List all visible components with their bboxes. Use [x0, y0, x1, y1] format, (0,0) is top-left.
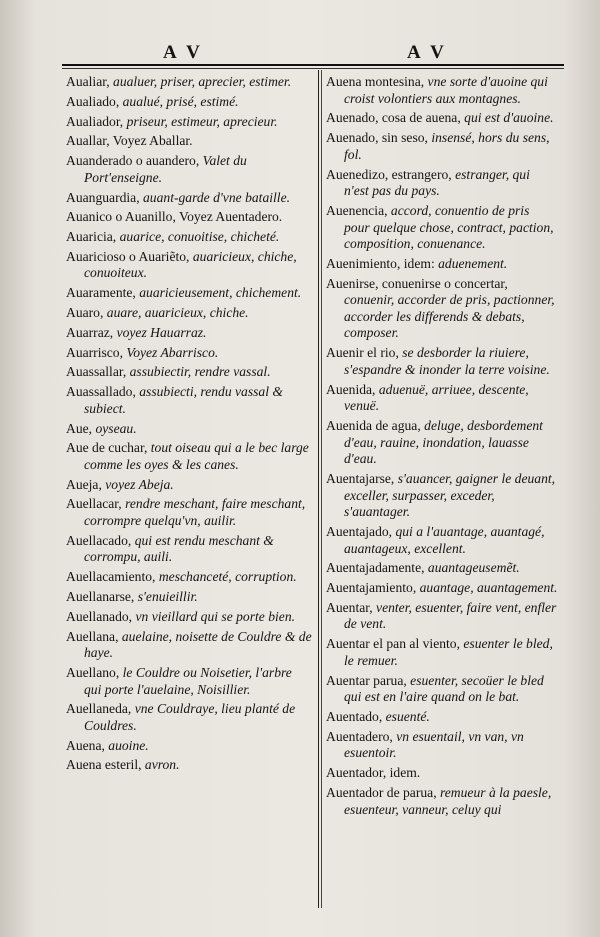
entry-definition: estranger, qui n'est pas du pays. — [344, 166, 530, 199]
entry-headword: Auellaneda, — [66, 701, 132, 717]
entry-headword: Auentajadamente, — [326, 560, 425, 576]
entry-headword: Aualiador, — [66, 113, 124, 129]
entry-headword: Auenimiento, idem: — [326, 255, 435, 271]
dictionary-entry — [326, 74, 558, 107]
entry-definition: avron. — [141, 757, 180, 773]
dictionary-entry — [326, 709, 558, 726]
dictionary-entry — [326, 729, 558, 762]
entry-definition: auaricieusement, chichement. — [135, 285, 302, 301]
entry-definition: s'enuieillir. — [134, 588, 198, 604]
dictionary-entry — [66, 153, 312, 186]
entry-headword: Auentadero, — [326, 728, 393, 744]
entry-headword: Auenencia, — [326, 202, 388, 218]
entry-headword: Auaricia, — [66, 229, 117, 245]
entry-headword: Aueja, — [66, 476, 102, 492]
entry-headword: Auentar, — [326, 599, 373, 615]
entry-definition: aduenement. — [434, 255, 508, 271]
dictionary-entry — [66, 74, 312, 91]
entry-headword: Auentar parua, — [326, 672, 407, 688]
entry-definition: voyez Abeja. — [101, 476, 174, 492]
entry-headword: Auenedizo, estrangero, — [326, 166, 452, 182]
entry-definition: aduenuë, arriuee, descente, venuë. — [344, 381, 529, 414]
entry-headword: Auarrisco, — [66, 344, 123, 360]
dictionary-entry — [326, 167, 558, 200]
entry-definition: auaricieux, chiche, conuoiteux. — [84, 248, 297, 281]
entry-headword: Auaramente, — [66, 285, 136, 301]
dictionary-entry — [66, 738, 312, 755]
entry-definition: conuenir, accorder de pris, pactionner, accorder les differends & debats, composer. — [344, 292, 555, 341]
entry-definition: se desborder la riuiere, s'espandre & inonder la terre voisine. — [344, 345, 550, 377]
left-column — [66, 74, 312, 777]
entry-headword: Auenida de agua, — [326, 417, 421, 433]
entry-definition: auantageusemẽt. — [424, 560, 520, 576]
dictionary-entry — [66, 133, 312, 150]
entry-definition: rendre meschant, faire meschant, corrompre quelqu'vn, auilir. — [84, 496, 306, 529]
dictionary-entry — [66, 421, 312, 438]
entry-headword: Auentajado, — [326, 523, 393, 539]
entry-headword: Auallar, Voyez Aballar. — [66, 133, 193, 149]
entry-headword: Auellacamiento, — [66, 569, 156, 585]
entry-definition: auare, auaricieux, chiche. — [103, 305, 249, 320]
dictionary-entry — [326, 345, 558, 378]
entry-headword: Auaro, — [66, 305, 104, 320]
entry-definition: le Couldre ou Noisetier, l'arbre qui porte l'auelaine, Noisillier. — [84, 664, 292, 697]
entry-headword: Auentajarse, — [326, 470, 395, 486]
entry-definition: auoine. — [104, 737, 149, 753]
dictionary-entry — [326, 765, 558, 782]
entry-headword: Auassallar, — [66, 364, 127, 380]
entry-headword: Aualiado, — [66, 93, 120, 109]
dictionary-entry — [326, 382, 558, 415]
dictionary-entry — [326, 524, 558, 557]
column-divider-thin — [321, 70, 322, 908]
entry-definition: deluge, desbordement d'eau, rauine, inondation, lauasse d'eau. — [344, 417, 543, 467]
dictionary-entry — [66, 114, 312, 131]
entry-definition: Valet du Port'enseigne. — [84, 153, 247, 185]
dictionary-entry — [66, 285, 312, 302]
dictionary-entry — [66, 533, 312, 566]
entry-definition: venter, esuenter, faire vent, enfler de vent. — [344, 599, 557, 632]
entry-definition: auant-garde d'vne bataille. — [139, 189, 291, 205]
entry-definition: vn esuentail, vn van, vn esuentoir. — [344, 728, 524, 761]
entry-headword: Aualiar, — [66, 74, 110, 89]
entry-headword: Auellacado, — [66, 532, 132, 548]
entry-headword: Auentajamiento, — [326, 580, 417, 596]
entry-headword: Auentador, idem. — [326, 765, 421, 781]
entry-definition: accord, conuentio de pris pour quelque chose, contract, paction, composition, conuenance. — [344, 202, 554, 252]
entry-headword: Auentado, — [326, 708, 383, 724]
dictionary-entry — [66, 384, 312, 417]
dictionary-entry — [326, 673, 558, 706]
dictionary-entry — [66, 477, 312, 494]
dictionary-entry — [66, 609, 312, 626]
entry-headword: Auanguardia, — [66, 189, 140, 205]
dictionary-entry — [326, 130, 558, 163]
entry-definition: tout oiseau qui a le bec large comme les oyes & les canes. — [84, 440, 309, 472]
entry-definition: aualué, prisé, estimé. — [119, 93, 239, 109]
entry-headword: Auentador de parua, — [326, 784, 437, 800]
dictionary-entry — [326, 418, 558, 468]
entry-definition: vne sorte d'auoine qui croist volontiers aux montagnes. — [344, 74, 548, 106]
entry-headword: Auenirse, conuenirse o concertar, — [326, 275, 508, 291]
entry-headword: Auentar el pan al viento, — [326, 636, 460, 652]
dictionary-entry — [66, 345, 312, 362]
entry-definition: remueur à la paesle, esuenteur, vanneur, celuy qui — [344, 784, 552, 817]
entry-headword: Auenado, sin seso, — [326, 130, 428, 146]
entry-headword: Auarraz, — [66, 324, 114, 340]
entry-headword: Aue, — [66, 420, 93, 436]
entry-headword: Auellano, — [66, 664, 120, 680]
dictionary-entry — [326, 471, 558, 521]
dictionary-entry — [326, 203, 558, 253]
header-rule — [62, 64, 564, 66]
entry-headword: Auaricioso o Auariẽto, — [66, 248, 190, 264]
dictionary-entry — [326, 256, 558, 273]
entry-definition: esuenté. — [382, 708, 430, 724]
entry-headword: Auenir el rio, — [326, 345, 399, 361]
dictionary-entry — [66, 249, 312, 282]
left-running-head: A V — [163, 42, 203, 63]
dictionary-entry — [326, 785, 558, 818]
entry-definition: qui est d'auoine. — [460, 110, 554, 126]
dictionary-entry — [326, 600, 558, 633]
entry-definition: aualuer, priser, aprecier, estimer. — [109, 74, 292, 89]
header-rule-thin — [62, 68, 564, 69]
dictionary-entry — [66, 229, 312, 246]
dictionary-entry — [66, 569, 312, 586]
entry-headword: Auanderado o auandero, — [66, 153, 200, 169]
dictionary-entry — [66, 440, 312, 473]
entry-definition: esuenter, secoüer le bled qui est en l'aire quand on le bat. — [344, 672, 544, 705]
column-divider — [318, 70, 319, 908]
entry-definition: voyez Hauarraz. — [113, 324, 207, 340]
entry-definition: auarice, conuoitise, chicheté. — [116, 229, 280, 245]
entry-definition: auelaine, noisette de Couldre & de haye. — [84, 628, 312, 661]
entry-headword: Auena montesina, — [326, 74, 425, 89]
entry-headword: Auenida, — [326, 381, 376, 397]
entry-headword: Auanico o Auanillo, Voyez Auentadero. — [66, 209, 283, 225]
entry-definition: priseur, estimeur, aprecieur. — [123, 113, 278, 129]
entry-definition: Voyez Abarrisco. — [123, 344, 219, 360]
right-running-head: A V — [407, 42, 447, 63]
entry-headword: Auellanarse, — [66, 588, 135, 604]
entry-definition: auantage, auantagement. — [416, 580, 558, 596]
entry-definition: assubiecti, rendu vassal & subiect. — [84, 384, 283, 416]
entry-definition: meschanceté, corruption. — [155, 569, 297, 585]
dictionary-entry — [326, 110, 558, 127]
entry-definition: esuenter le bled, le remuer. — [344, 636, 553, 668]
entry-definition: vne Couldraye, lieu planté de Couldres. — [84, 701, 296, 733]
dictionary-entry — [326, 560, 558, 577]
dictionary-entry — [66, 757, 312, 774]
entry-headword: Auena esteril, — [66, 757, 142, 773]
dictionary-entry — [66, 209, 312, 226]
dictionary-entry — [66, 496, 312, 529]
dictionary-entry — [66, 701, 312, 734]
dictionary-entry — [66, 665, 312, 698]
entry-headword: Auenado, cosa de auena, — [326, 110, 461, 126]
entry-definition: s'auancer, gaigner le deuant, exceller, surpasser, exceder, s'auantager. — [344, 470, 556, 520]
dictionary-entry — [66, 190, 312, 207]
dictionary-entry — [66, 364, 312, 381]
dictionary-entry — [66, 325, 312, 342]
entry-headword: Aue de cuchar, — [66, 440, 148, 456]
entry-headword: Auellacar, — [66, 496, 122, 512]
entry-definition: insensé, hors du sens, fol. — [344, 130, 550, 162]
entry-definition: qui est rendu meschant & corrompu, auili. — [84, 532, 274, 565]
entry-definition: qui a l'auantage, auantagé, auantageux, excellent. — [344, 523, 545, 556]
entry-definition: oyseau. — [92, 420, 137, 436]
entry-headword: Auellanado, — [66, 608, 133, 624]
dictionary-entry — [326, 580, 558, 597]
dictionary-entry — [66, 94, 312, 111]
dictionary-entry — [326, 636, 558, 669]
entry-headword: Auena, — [66, 737, 105, 753]
entry-definition: vn vieillard qui se porte bien. — [132, 608, 296, 624]
entry-definition: assubiectir, rendre vassal. — [126, 364, 271, 380]
dictionary-entry — [326, 276, 558, 342]
entry-headword: Auassallado, — [66, 384, 136, 400]
dictionary-entry — [66, 629, 312, 662]
right-column — [326, 74, 558, 821]
dictionary-entry — [66, 589, 312, 606]
dictionary-entry — [66, 305, 312, 322]
entry-headword: Auellana, — [66, 628, 119, 644]
